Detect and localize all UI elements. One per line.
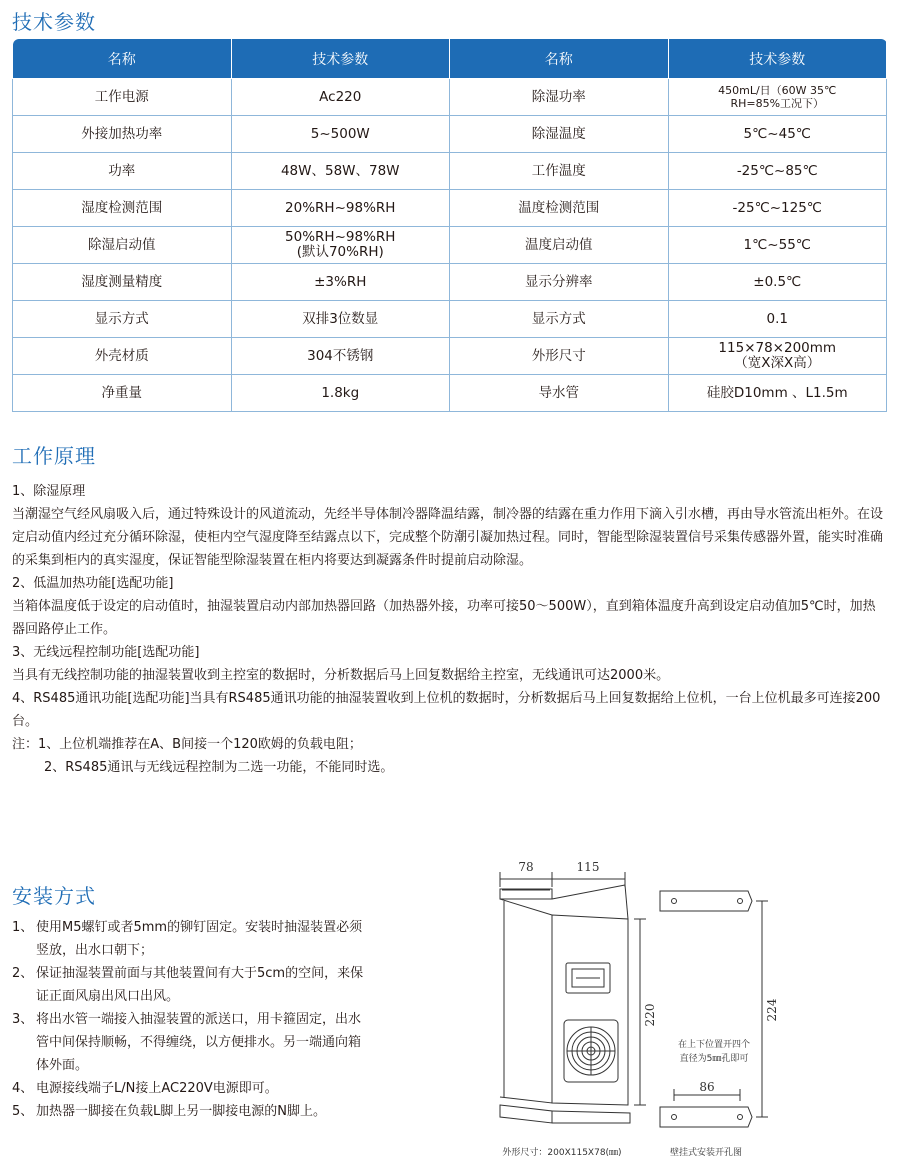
spec-value-right: 5℃~45℃ [668, 116, 887, 153]
spec-name-right: 温度启动值 [450, 227, 669, 264]
install-item [12, 1077, 372, 1100]
dim-220-label: 220 [643, 1003, 657, 1027]
spec-value-line: RH=85%工况下） [730, 97, 825, 110]
p3-body: 当具有无线控制功能的抽湿装置收到主控室的数据时，分析数据后马上回复数据给主控室，无线通讯可达2000米。 [12, 668, 670, 683]
spec-row [13, 375, 887, 412]
spec-row [13, 338, 887, 375]
spec-name-left: 外壳材质 [13, 338, 232, 375]
install-item-num: 5、 [12, 1104, 34, 1119]
install-item [12, 916, 372, 962]
spec-row [13, 227, 887, 264]
note-1: 注：1、上位机端推荐在A、B间接一个120欧姆的负载电阻； [12, 737, 362, 752]
spec-name-right: 外形尺寸 [450, 338, 669, 375]
dim-224-label: 224 [765, 998, 779, 1022]
spec-value-right: 硅胶D10mm 、L1.5m [668, 375, 887, 412]
spec-value-left [231, 227, 450, 264]
spec-row [13, 264, 887, 301]
specs-title: 技术参数 [12, 10, 96, 34]
spec-value-line: (默认70%RH) [296, 244, 384, 260]
install-item-num: 2、 [12, 966, 34, 981]
install-item [12, 1100, 372, 1123]
spec-name-left: 除湿启动值 [13, 227, 232, 264]
spec-value-right: ±0.5℃ [668, 264, 887, 301]
spec-name-right: 导水管 [450, 375, 669, 412]
header-param-2: 技术参数 [668, 39, 887, 79]
caption-mounting: 壁挂式安装开孔图 [669, 1148, 743, 1158]
spec-name-left: 净重量 [13, 375, 232, 412]
spec-value-right [668, 338, 887, 375]
p2-title: 2、低温加热功能[选配功能] [12, 576, 174, 591]
spec-value-left: 5~500W [231, 116, 450, 153]
install-item-text: 将出水管一端接入抽湿装置的派送口，用卡箍固定，出水管中间保持顺畅，不得缠绕，以方便排水。另一端通向箱体外面。 [36, 1012, 362, 1073]
spec-table [12, 38, 887, 412]
spec-value-line: 115×78×200mm [718, 340, 837, 356]
caption-outline: 外形尺寸：200X115X78(㎜) [502, 1148, 622, 1158]
spec-name-right: 显示方式 [450, 301, 669, 338]
spec-table-header [13, 39, 887, 79]
spec-name-left: 湿度测量精度 [13, 264, 232, 301]
spec-value-left: 1.8kg [231, 375, 450, 412]
dim-86-label: 86 [699, 1080, 715, 1094]
spec-row [13, 301, 887, 338]
spec-name-left: 功率 [13, 153, 232, 190]
spec-name-right: 除湿温度 [450, 116, 669, 153]
principle-title: 工作原理 [12, 444, 96, 468]
spec-value-left: 20%RH~98%RH [231, 190, 450, 227]
p1-body: 当潮湿空气经风扇吸入后，通过特殊设计的风道流动，先经半导体制冷器降温结露，制冷器的结露在重力作用下滴入引水槽，再由导水管流出柜外。在设定启动值内经过充分循环除湿，使柜内空气湿度降至结露点以下，完成整个防潮引凝加热过程。同时，智能型除湿装置信号采集传感器外置，能实时准确的采集到柜内的真实湿度，保证智能型除湿装置在柜内将要达到凝露条件时提前启动除湿。 [12, 507, 884, 568]
hole-note-1: 在上下位置开四个 [677, 1040, 751, 1050]
install-item-num: 4、 [12, 1081, 34, 1096]
dim-78-label: 78 [518, 860, 534, 874]
install-item-text: 电源接线端子L/N接上AC220V电源即可。 [36, 1081, 278, 1096]
p1-title: 1、除湿原理 [12, 484, 86, 499]
dim-115-label: 115 [576, 860, 600, 874]
spec-name-right: 除湿功率 [450, 79, 669, 116]
spec-row [13, 79, 887, 116]
header-param-1: 技术参数 [231, 39, 450, 79]
hole-note-2: 直径为5㎜孔即可 [679, 1054, 749, 1064]
spec-value-right [668, 79, 887, 116]
header-name-2: 名称 [450, 39, 669, 79]
installation-diagram [490, 855, 780, 1160]
spec-row [13, 190, 887, 227]
spec-value-line: 50%RH~98%RH [285, 229, 396, 245]
spec-value-right: 0.1 [668, 301, 887, 338]
install-item-num: 3、 [12, 1012, 34, 1027]
spec-name-right: 温度检测范围 [450, 190, 669, 227]
spec-row [13, 153, 887, 190]
spec-value-right: 1℃~55℃ [668, 227, 887, 264]
spec-name-right: 工作温度 [450, 153, 669, 190]
spec-value-line: 450mL/日（60W 35℃ [718, 84, 837, 97]
spec-value-right: -25℃~125℃ [668, 190, 887, 227]
note-2: 2、RS485通讯与无线远程控制为二选一功能，不能同时选。 [44, 760, 394, 775]
spec-row [13, 116, 887, 153]
spec-value-line: （宽X深X高） [734, 355, 821, 371]
p4-body: 4、RS485通讯功能[选配功能]当具有RS485通讯功能的抽湿装置收到上位机的数据时，分析数据后马上回复数据给上位机，一台上位机最多可连接200台。 [12, 691, 881, 729]
install-item-text: 保证抽湿装置前面与其他装置间有大于5cm的空间，来保证正面风扇出风口出风。 [36, 966, 364, 1004]
spec-name-left: 外接加热功率 [13, 116, 232, 153]
p2-body: 当箱体温度低于设定的启动值时，抽湿装置启动内部加热器回路（加热器外接，功率可接50～500W），直到箱体温度升高到设定启动值加5℃时，加热器回路停止工作。 [12, 599, 876, 637]
install-item [12, 962, 372, 1008]
install-item-text: 加热器一脚接在负载L脚上另一脚接电源的N脚上。 [36, 1104, 326, 1119]
spec-name-right: 显示分辨率 [450, 264, 669, 301]
spec-name-left: 显示方式 [13, 301, 232, 338]
install-list [12, 916, 372, 1123]
install-title: 安装方式 [12, 884, 96, 908]
spec-value-right: -25℃~85℃ [668, 153, 887, 190]
p3-title: 3、无线远程控制功能[选配功能] [12, 645, 200, 660]
install-item-num: 1、 [12, 920, 34, 935]
install-item-text: 使用M5螺钉或者5mm的铆钉固定。安装时抽湿装置必须竖放，出水口朝下； [36, 920, 363, 958]
device-outline-drawing [500, 872, 646, 1123]
spec-name-left: 湿度检测范围 [13, 190, 232, 227]
spec-value-left: 304不锈钢 [231, 338, 450, 375]
spec-value-left: 双排3位数显 [231, 301, 450, 338]
principle-block [12, 480, 888, 779]
install-item [12, 1008, 372, 1077]
spec-value-left: Ac220 [231, 79, 450, 116]
spec-value-left: ±3%RH [231, 264, 450, 301]
header-name-1: 名称 [13, 39, 232, 79]
spec-name-left: 工作电源 [13, 79, 232, 116]
spec-value-left: 48W、58W、78W [231, 153, 450, 190]
